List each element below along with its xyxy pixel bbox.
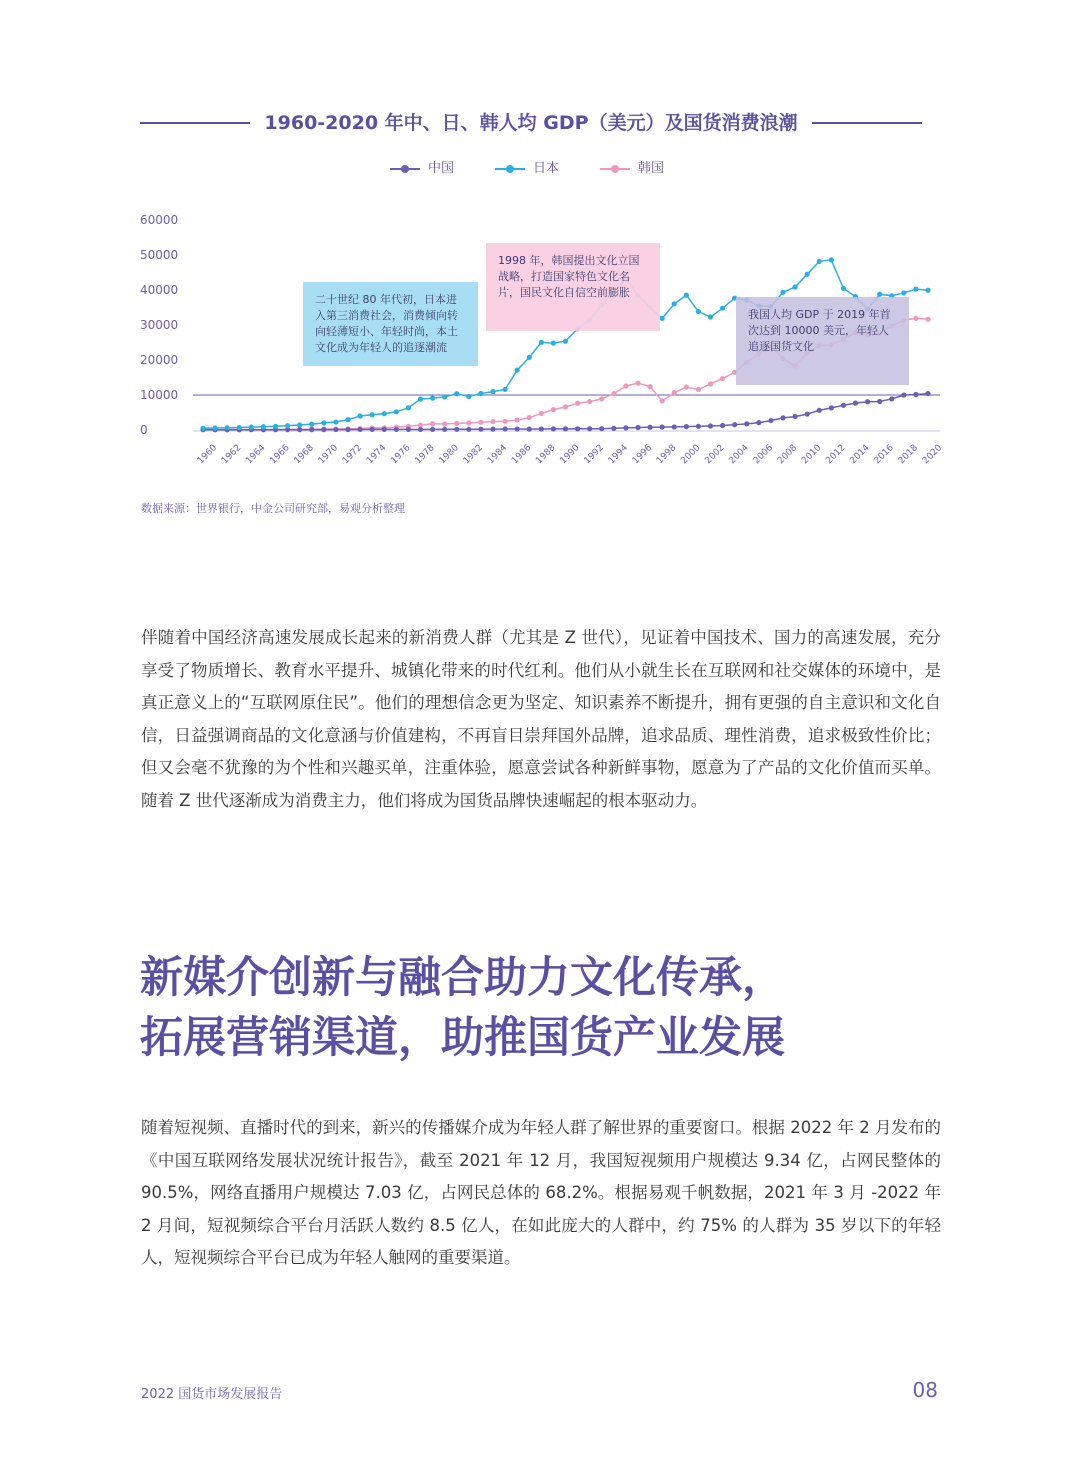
data-point	[925, 391, 930, 396]
data-point	[478, 391, 483, 396]
data-point	[551, 407, 556, 412]
x-tick-label: 1982	[461, 442, 486, 467]
y-tick-label: 50000	[140, 248, 179, 262]
data-point	[901, 290, 906, 295]
data-point	[442, 427, 447, 432]
data-point	[309, 427, 314, 432]
body-paragraph-2: 随着短视频、直播时代的到来，新兴的传播媒介成为年轻人群了解世界的重要窗口。根据 2022 年 2 月发布的《中国互联网络发展状况统计报告》，截至 2021 年 12 月，我国短视频用户规模达 9.34 亿，占网民整体的 90.5%，网络直播用户规模达 7.03 亿，占网民总体的 68.2%。根据易观千帆数据，2021 年 3 月 -2022 年 2 月间，短视频综合平台月活跃人数约 8.5 亿人，在如此庞大的人群中，约 75% 的人群为 35 岁以下的年轻人，短视频综合平台已成为年轻人触网的重要渠道。	[141, 1118, 941, 1267]
x-tick-label: 1998	[655, 442, 679, 467]
data-point	[442, 421, 447, 426]
data-point	[563, 426, 568, 431]
data-point	[309, 422, 314, 427]
data-point	[466, 420, 471, 425]
x-tick-label: 1996	[630, 442, 655, 467]
data-point	[587, 426, 592, 431]
data-point	[805, 411, 810, 416]
body-paragraph-1: 伴随着中国经济高速发展成长起来的新消费人群（尤其是 Z 世代），见证着中国技术、国力的高速发展，充分享受了物质增长、教育水平提升、城镇化带来的时代红利。他们从小就生长在互联网和社交媒体的环境中，是真正意义上的“互联网原住民”。他们的理想信念更为坚定、知识素养不断提升，拥有更强的自主意识和文化自信，日益强调商品的文化意涵与价值建构，不再盲目崇拜国外品牌，追求品质、理性消费，追求极致性价比；但又会毫不犹豫的为个性和兴趣买单，注重体验，愿意尝试各种新鲜事物，愿意为了产品的文化价值而买单。随着 Z 世代逐渐成为消费主力，他们将成为国货品牌快速崛起的根本驱动力。	[141, 628, 941, 810]
y-tick-label: 10000	[140, 388, 179, 402]
x-tick-label: 2014	[848, 442, 872, 467]
x-tick-label: 1986	[510, 442, 534, 467]
legend-line-marker-icon	[600, 168, 630, 170]
chart-title-row	[140, 108, 922, 138]
title-rule-right	[812, 122, 922, 124]
data-point	[297, 427, 302, 432]
data-point	[297, 422, 302, 427]
data-point	[696, 424, 701, 429]
data-point	[515, 426, 520, 431]
x-tick-label: 1970	[316, 442, 341, 467]
data-point	[527, 355, 532, 360]
data-point	[672, 301, 677, 306]
data-point	[913, 287, 918, 292]
data-point	[575, 401, 580, 406]
data-point	[321, 420, 326, 425]
data-point	[672, 390, 677, 395]
data-point	[370, 427, 375, 432]
data-point	[805, 272, 810, 277]
data-point	[708, 381, 713, 386]
data-point	[720, 423, 725, 428]
y-tick-label: 40000	[140, 283, 179, 297]
data-point	[490, 427, 495, 432]
data-point	[370, 412, 375, 417]
data-point	[889, 396, 894, 401]
data-point	[792, 414, 797, 419]
data-point	[744, 421, 749, 426]
x-tick-label: 1966	[268, 442, 292, 467]
data-point	[394, 409, 399, 414]
data-point	[478, 420, 483, 425]
annotation-japan: 二十世纪 80 年代初，日本进入第三消费社会，消费倾向转向轻薄短小、年轻时尚，本土文化成为年轻人的追逐潮流	[303, 282, 478, 366]
data-point	[780, 415, 785, 420]
data-point	[539, 426, 544, 431]
legend-line-marker-icon	[495, 168, 525, 170]
x-tick-label: 1980	[437, 442, 461, 467]
data-point	[237, 425, 242, 430]
data-point	[285, 423, 290, 428]
x-tick-label: 2020	[920, 442, 945, 467]
data-point	[623, 425, 628, 430]
data-point	[841, 403, 846, 408]
gdp-line-chart	[0, 200, 1080, 480]
annotation-china: 我国人均 GDP 于 2019 年首次达到 10000 美元，年轻人追逐国货文化	[736, 297, 909, 385]
data-point	[901, 392, 906, 397]
data-point	[333, 427, 338, 432]
data-point	[394, 427, 399, 432]
data-point	[406, 405, 411, 410]
data-point	[357, 413, 362, 418]
data-point	[249, 424, 254, 429]
data-point	[502, 387, 507, 392]
x-tick-label: 2008	[775, 442, 800, 467]
x-tick-label: 1984	[485, 442, 510, 467]
data-point	[527, 415, 532, 420]
data-point	[768, 418, 773, 423]
data-point	[817, 259, 822, 264]
data-point	[696, 309, 701, 314]
data-source: 数据来源：世界银行，中金公司研究部，易观分析整理	[141, 502, 405, 515]
data-point	[357, 427, 362, 432]
data-point	[490, 389, 495, 394]
data-point	[672, 424, 677, 429]
x-tick-label: 2018	[896, 442, 921, 467]
data-point	[515, 368, 520, 373]
data-point	[212, 425, 217, 430]
x-tick-label: 2016	[872, 442, 896, 467]
x-tick-label: 1990	[558, 442, 582, 467]
data-point	[345, 417, 350, 422]
data-point	[539, 340, 544, 345]
x-tick-label: 1964	[244, 442, 268, 467]
data-point	[345, 427, 350, 432]
data-point	[551, 341, 556, 346]
data-point	[647, 384, 652, 389]
x-tick-label: 2004	[727, 442, 751, 467]
chart-title: 1960-2020 年中、日、韩人均 GDP（美元）及国货消费浪潮	[264, 112, 798, 134]
data-point	[635, 380, 640, 385]
data-point	[575, 426, 580, 431]
data-point	[599, 396, 604, 401]
data-point	[478, 427, 483, 432]
data-point	[841, 286, 846, 291]
chart-legend: 中国 日本 韩国	[0, 158, 1080, 180]
x-tick-label: 1992	[582, 442, 606, 467]
data-point	[599, 426, 604, 431]
data-point	[684, 293, 689, 298]
data-point	[430, 427, 435, 432]
x-tick-label: 1968	[292, 442, 316, 467]
data-point	[261, 424, 266, 429]
data-point	[817, 408, 822, 413]
data-point	[623, 383, 628, 388]
x-tick-label: 2000	[679, 442, 703, 467]
data-point	[466, 394, 471, 399]
footer-report-name: 2022 国货市场发展报告	[141, 1387, 283, 1402]
data-point	[708, 423, 713, 428]
data-point	[708, 314, 713, 319]
data-point	[611, 426, 616, 431]
data-point	[502, 419, 507, 424]
data-point	[587, 399, 592, 404]
data-point	[780, 290, 785, 295]
data-point	[684, 424, 689, 429]
data-point	[611, 391, 616, 396]
data-point	[454, 427, 459, 432]
data-point	[563, 339, 568, 344]
data-point	[660, 316, 665, 321]
y-tick-label: 0	[140, 423, 148, 437]
data-point	[382, 427, 387, 432]
data-point	[502, 426, 507, 431]
data-point	[684, 385, 689, 390]
data-point	[418, 397, 423, 402]
data-point	[539, 411, 544, 416]
y-tick-label: 60000	[140, 213, 179, 227]
data-point	[406, 427, 411, 432]
y-tick-label: 30000	[140, 318, 179, 332]
title-rule-left	[140, 122, 250, 124]
data-point	[563, 404, 568, 409]
page-number: 08	[912, 1378, 938, 1402]
data-point	[720, 306, 725, 311]
section-title: 新媒介创新与融合助力文化传承， 拓展营销渠道，助推国货产业发展	[140, 953, 785, 1063]
x-tick-label: 1962	[220, 442, 244, 467]
data-point	[635, 425, 640, 430]
data-point	[720, 376, 725, 381]
annotation-korea: 1998 年，韩国提出文化立国战略，打造国家特色文化名片，国民文化自信空前膨胀	[486, 243, 660, 331]
data-point	[515, 417, 520, 422]
data-point	[527, 427, 532, 432]
data-point	[430, 421, 435, 426]
x-tick-label: 1988	[534, 442, 558, 467]
data-point	[442, 394, 447, 399]
data-point	[913, 316, 918, 321]
data-point	[273, 424, 278, 429]
data-point	[829, 405, 834, 410]
y-tick-label: 20000	[140, 353, 179, 367]
x-tick-label: 1974	[365, 442, 389, 467]
data-point	[466, 427, 471, 432]
data-point	[490, 419, 495, 424]
x-tick-label: 1976	[389, 442, 413, 467]
data-point	[756, 420, 761, 425]
data-point	[696, 387, 701, 392]
data-point	[454, 391, 459, 396]
data-point	[551, 426, 556, 431]
x-tick-label: 1978	[413, 442, 437, 467]
x-tick-label: 1972	[340, 442, 365, 467]
data-point	[829, 257, 834, 262]
data-point	[925, 317, 930, 322]
data-point	[647, 425, 652, 430]
data-point	[865, 399, 870, 404]
data-point	[200, 426, 205, 431]
x-tick-label: 2012	[824, 442, 848, 467]
x-tick-label: 1994	[606, 442, 631, 467]
x-tick-label: 2006	[751, 442, 776, 467]
data-point	[382, 411, 387, 416]
data-point	[732, 422, 737, 427]
data-point	[225, 425, 230, 430]
x-tick-label: 2002	[703, 442, 727, 467]
data-point	[430, 396, 435, 401]
data-point	[877, 399, 882, 404]
data-point	[853, 401, 858, 406]
x-tick-label: 2010	[800, 442, 824, 467]
data-point	[454, 421, 459, 426]
data-point	[925, 288, 930, 293]
data-point	[660, 398, 665, 403]
data-point	[913, 392, 918, 397]
data-point	[792, 284, 797, 289]
data-point	[321, 427, 326, 432]
data-point	[660, 424, 665, 429]
x-tick-label: 1960	[195, 442, 220, 467]
data-point	[418, 427, 423, 432]
legend-line-marker-icon	[390, 168, 420, 170]
data-point	[333, 419, 338, 424]
